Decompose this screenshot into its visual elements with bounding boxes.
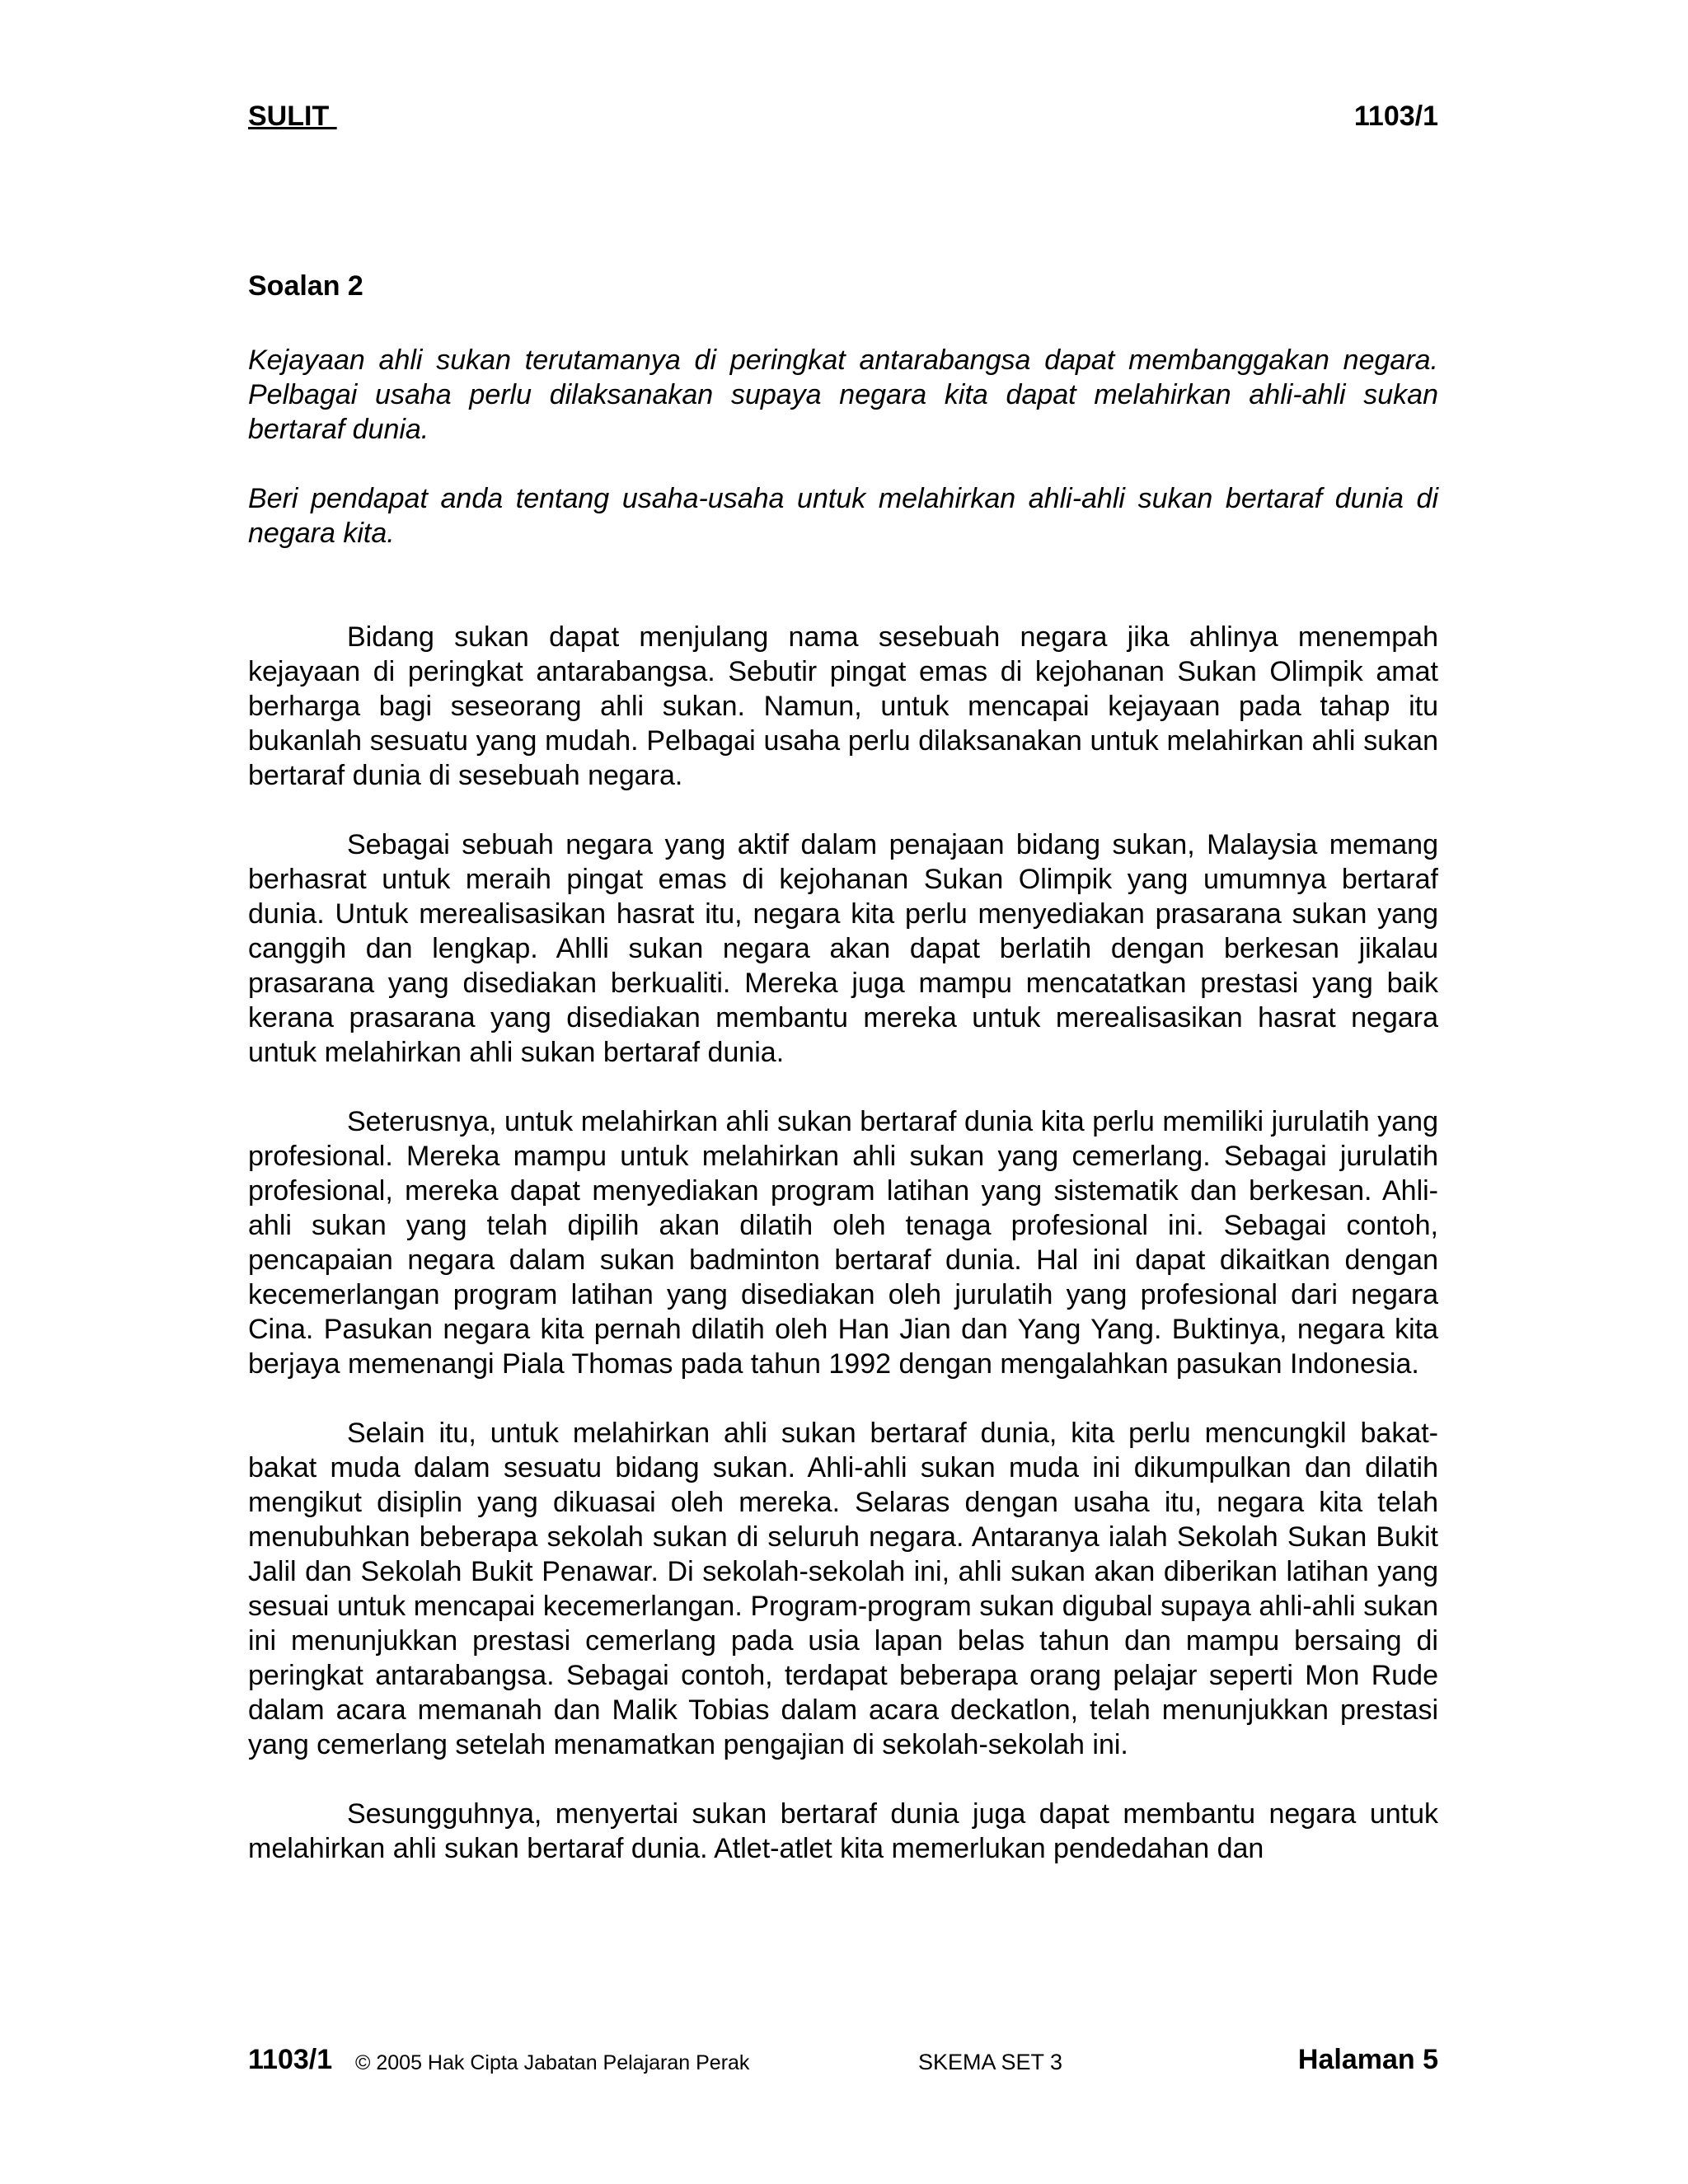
essay-paragraph: Selain itu, untuk melahirkan ahli sukan bertaraf dunia, kita perlu mencungkil bakat-bakat muda dalam sesuatu bidang sukan. Ahli-ahli sukan muda ini dikumpulkan dan dilatih mengikut disiplin yang dikuasai oleh mereka. Selaras dengan usaha itu, negara kita telah menubuhkan beberapa sekolah sukan di seluruh negara. Antaranya ialah Sekolah Sukan Bukit Jalil dan Sekolah Bukit Penawar. Di sekolah-sekolah ini, ahli sukan akan diberikan latihan yang sesuai untuk mencapai kecemerlangan. Program-program sukan digubal supaya ahli-ahli sukan ini menunjukkan prestasi cemerlang pada usia lapan belas tahun dan mampu bersaing di peringkat antarabangsa. Sebagai contoh, terdapat beberapa orang pelajar seperti Mon Rude dalam acara memanah dan Malik Tobias dalam acara deckatlon, telah menunjukkan prestasi yang cemerlang setelah menamatkan pengajian di sekolah-sekolah ini. [248, 1418, 1438, 1760]
essay-paragraph: Bidang sukan dapat menjulang nama sesebuah negara jika ahlinya menempah kejayaan di peringkat antarabangsa. Sebutir pingat emas di kejohanan Sukan Olimpik amat berharga bagi seseorang ahli sukan. Namun, untuk mencapai kejayaan pada tahap itu bukanlah sesuatu yang mudah. Pelbagai usaha perlu dilaksanakan untuk melahirkan ahli sukan bertaraf dunia di sesebuah negara. [248, 621, 1438, 791]
essay-paragraph: Sebagai sebuah negara yang aktif dalam penajaan bidang sukan, Malaysia memang berhasrat untuk meraih pingat emas di kejohanan Sukan Olimpik yang umumnya bertaraf dunia. Untuk merealisasikan hasrat itu, negara kita perlu menyediakan prasarana sukan yang canggih dan lengkap. Ahlli sukan negara akan dapat berlatih dengan berkesan jikalau prasarana yang disediakan berkualiti. Mereka juga mampu mencatatkan prestasi yang baik kerana prasarana yang disediakan membantu mereka untuk merealisasikan hasrat negara untuk melahirkan ahli sukan bertaraf dunia. [248, 829, 1438, 1068]
page-footer [248, 2044, 1438, 2080]
header-paper-code: 1103/1 [1353, 101, 1438, 132]
footer-paper-code: 1103/1 [248, 2044, 333, 2075]
question-title: Soalan 2 [248, 270, 363, 302]
question-prompt-2: Beri pendapat anda tentang usaha-usaha untuk melahirkan ahli-ahli sukan bertaraf dunia di negara kita. [248, 483, 1438, 549]
question-prompt-1: Kejayaan ahli sukan terutamanya di peringkat antarabangsa dapat membanggakan negara. Pelbagai usaha perlu dilaksanakan supaya negara kita dapat melahirkan ahli-ahli sukan bertaraf dunia. [248, 344, 1438, 445]
essay-answer [248, 620, 1438, 1866]
footer-copyright: © 2005 Hak Cipta Jabatan Pelajaran Perak [355, 2051, 750, 2074]
document-body [248, 264, 1438, 1900]
footer-scheme-set: SKEMA SET 3 [918, 2050, 1063, 2074]
header-classification: SULIT [248, 101, 337, 132]
footer-page-number: Halaman 5 [1297, 2044, 1438, 2075]
essay-paragraph: Seterusnya, untuk melahirkan ahli sukan bertaraf dunia kita perlu memiliki jurulatih yang profesional. Mereka mampu untuk melahirkan ahli sukan yang cemerlang. Sebagai jurulatih profesional, mereka dapat menyediakan program latihan yang sistematik dan berkesan. Ahli-ahli sukan yang telah dipilih akan dilatih oleh tenaga profesional ini. Sebagai contoh, pencapaian negara dalam sukan badminton bertaraf dunia. Hal ini dapat dikaitkan dengan kecemerlangan program latihan yang disediakan oleh jurulatih yang profesional dari negara Cina. Pasukan negara kita pernah dilatih oleh Han Jian dan Yang Yang. Buktinya, negara kita berjaya memenangi Piala Thomas pada tahun 1992 dengan mengalahkan pasukan Indonesia. [248, 1106, 1438, 1380]
essay-paragraph: Sesungguhnya, menyertai sukan bertaraf dunia juga dapat membantu negara untuk melahirkan ahli sukan bertaraf dunia. Atlet-atlet kita memerlukan pendedahan dan [248, 1798, 1438, 1864]
